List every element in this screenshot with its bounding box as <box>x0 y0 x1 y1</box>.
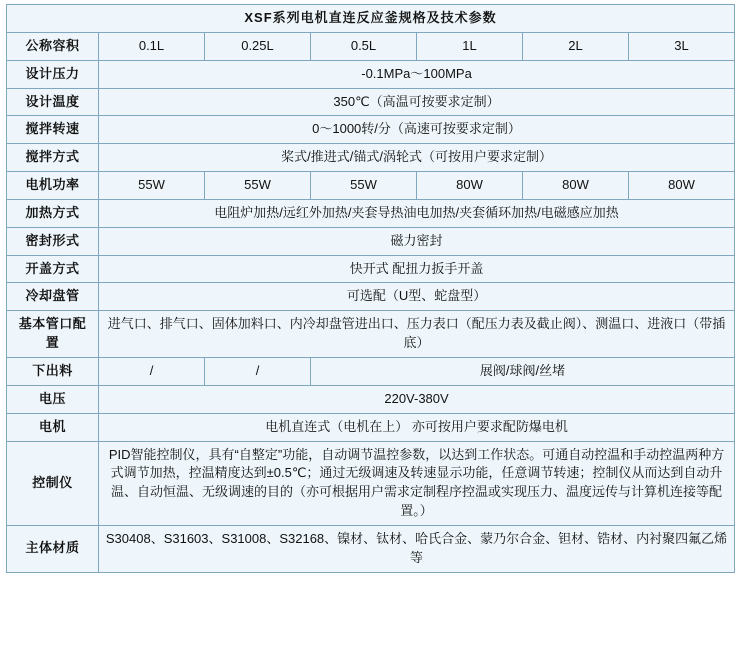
capacity-value: 1L <box>417 32 523 60</box>
row-label-motor-power: 电机功率 <box>7 172 99 200</box>
table-row <box>7 413 735 441</box>
table-row-title <box>7 5 735 33</box>
row-value-stirring-speed: 0～1000转/分（高速可按要求定制） <box>99 116 735 144</box>
capacity-value: 0.25L <box>205 32 311 60</box>
row-value-seal-type: 磁力密封 <box>99 227 735 255</box>
motor-power-value: 80W <box>523 172 629 200</box>
row-label-voltage: 电压 <box>7 385 99 413</box>
row-value-controller: PID智能控制仪，具有“自整定”功能，自动调节温控参数，以达到工作状态。可通自动控温和手动控温两种方式调节加热，控温精度达到±0.5℃；通过无级调速及转速显示功能，任意调节转速；控制仪从而达到自动升温、自动恒温、无级调速的目的（亦可根据用户需求定制程序控温或实现压力、温度远传与计算机连接等配置。） <box>99 441 735 525</box>
row-label-seal-type: 密封形式 <box>7 227 99 255</box>
motor-power-value: 80W <box>417 172 523 200</box>
capacity-value: 0.5L <box>311 32 417 60</box>
row-label-design-temperature: 设计温度 <box>7 88 99 116</box>
row-value-stirring-type: 桨式/推进式/锚式/涡轮式（可按用户要求定制） <box>99 144 735 172</box>
bottom-discharge-value: / <box>205 357 311 385</box>
capacity-value: 2L <box>523 32 629 60</box>
motor-power-value: 55W <box>99 172 205 200</box>
row-label-motor: 电机 <box>7 413 99 441</box>
row-label-controller: 控制仪 <box>7 441 99 525</box>
row-label-port-config: 基本管口配置 <box>7 311 99 358</box>
row-label-lid-opening: 开盖方式 <box>7 255 99 283</box>
table-row <box>7 116 735 144</box>
row-value-design-pressure: -0.1MPa～100MPa <box>99 60 735 88</box>
row-value-cooling-coil: 可选配（U型、蛇盘型） <box>99 283 735 311</box>
table-row <box>7 283 735 311</box>
bottom-discharge-value: 展阀/球阀/丝堵 <box>311 357 735 385</box>
row-label-heating-type: 加热方式 <box>7 199 99 227</box>
table-row <box>7 311 735 358</box>
table-row <box>7 88 735 116</box>
row-value-lid-opening: 快开式 配扭力扳手开盖 <box>99 255 735 283</box>
motor-power-value: 80W <box>629 172 735 200</box>
row-value-heating-type: 电阻炉加热/远红外加热/夹套导热油电加热/夹套循环加热/电磁感应加热 <box>99 199 735 227</box>
table-row <box>7 441 735 525</box>
table-row <box>7 255 735 283</box>
row-label-bottom-discharge: 下出料 <box>7 357 99 385</box>
row-value-design-temperature: 350℃（高温可按要求定制） <box>99 88 735 116</box>
row-value-voltage: 220V-380V <box>99 385 735 413</box>
table-row <box>7 172 735 200</box>
capacity-value: 3L <box>629 32 735 60</box>
table-row <box>7 144 735 172</box>
motor-power-value: 55W <box>311 172 417 200</box>
table-row <box>7 525 735 572</box>
row-label-cooling-coil: 冷却盘管 <box>7 283 99 311</box>
capacity-value: 0.1L <box>99 32 205 60</box>
table-row <box>7 199 735 227</box>
row-value-port-config: 进气口、排气口、固体加料口、内冷却盘管进出口、压力表口（配压力表及截止阀）、测温口、进液口（带插底） <box>99 311 735 358</box>
row-value-body-material: S30408、S31603、S31008、S32168、镍材、钛材、哈氏合金、蒙乃尔合金、钽材、锆材、内衬聚四氟乙烯等 <box>99 525 735 572</box>
table-row <box>7 357 735 385</box>
row-label-capacity: 公称容积 <box>7 32 99 60</box>
row-label-stirring-type: 搅拌方式 <box>7 144 99 172</box>
bottom-discharge-value: / <box>99 357 205 385</box>
row-label-design-pressure: 设计压力 <box>7 60 99 88</box>
motor-power-value: 55W <box>205 172 311 200</box>
row-label-stirring-speed: 搅拌转速 <box>7 116 99 144</box>
page-title: XSF系列电机直连反应釜规格及技术参数 <box>7 5 735 33</box>
row-value-motor: 电机直连式（电机在上） 亦可按用户要求配防爆电机 <box>99 413 735 441</box>
spec-table <box>6 4 735 573</box>
row-label-body-material: 主体材质 <box>7 525 99 572</box>
table-row <box>7 227 735 255</box>
table-row <box>7 385 735 413</box>
table-row <box>7 60 735 88</box>
table-row-capacity <box>7 32 735 60</box>
